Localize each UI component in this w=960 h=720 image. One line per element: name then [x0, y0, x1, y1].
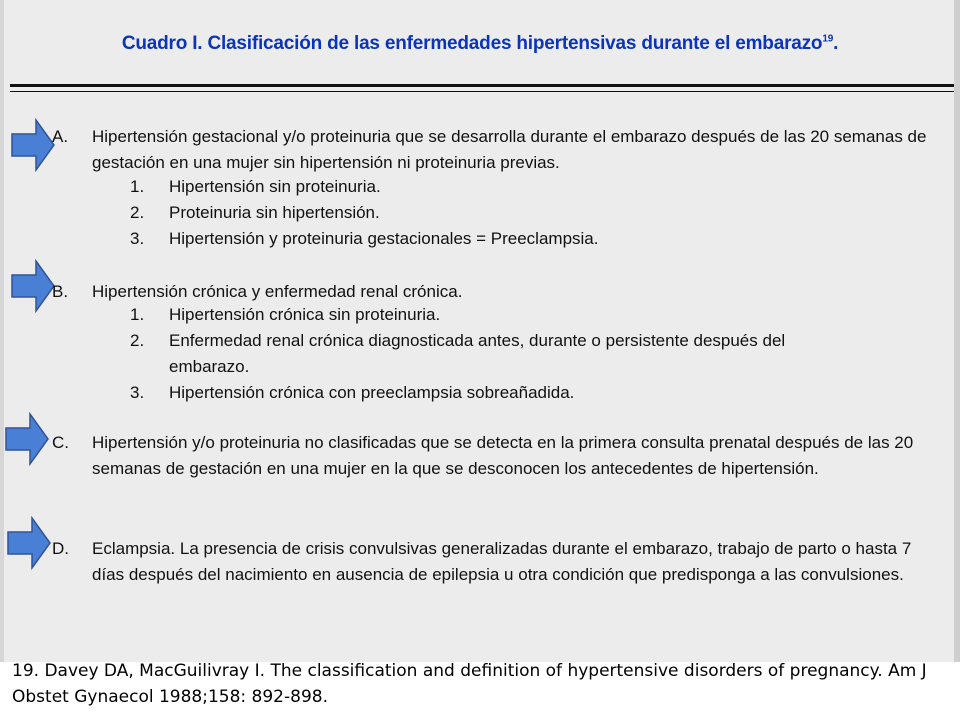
list-item-text: Hipertensión sin proteinuria.	[169, 177, 381, 196]
list-item-number: 2.	[130, 203, 145, 222]
list-item-number: 2.	[130, 331, 145, 350]
list-item-text: Enfermedad renal crónica diagnosticada antes, durante o persistente después del embarazo.	[169, 331, 786, 376]
section-letter-c: C.	[52, 433, 69, 452]
header-divider-thin	[10, 91, 954, 92]
section-a-text: Hipertensión gestacional y/o proteinuria que se desarrolla durante el embarazo después de las 20 semanas de gestación en una mujer sin hipertensión ni proteinuria previas.	[92, 127, 927, 172]
arrow-right-icon	[4, 412, 50, 466]
section-b-text: Hipertensión crónica y enfermedad renal crónica.	[92, 282, 463, 301]
table-title: Cuadro I. Clasificación de las enfermedades hipertensivas durante el embarazo$^{19}$.	[121, 33, 839, 54]
list-item-number: 3.	[130, 383, 145, 402]
arrow-right-icon	[10, 118, 56, 172]
section-letter-a: A.	[52, 127, 69, 146]
list-item-number: 1.	[130, 305, 145, 324]
arrow-right-icon	[10, 259, 56, 313]
list-item-text: Hipertensión crónica sin proteinuria.	[169, 305, 441, 324]
panel-right-edge	[954, 0, 960, 662]
list-item-text: Hipertensión y proteinuria gestacionales = Preeclampsia.	[169, 229, 599, 248]
header-divider-thick	[10, 84, 954, 87]
arrow-right-icon	[6, 516, 52, 570]
title-citation: 19	[822, 33, 834, 45]
section-c-text: Hipertensión y/o proteinuria no clasificadas que se detecta en la primera consulta prenatal después de las 20 semanas de gestación en una mujer en la que se desconocen los antecedentes de hipertensión.	[92, 433, 914, 478]
list-item-text: Hipertensión crónica con preeclampsia sobreañadida.	[169, 383, 575, 402]
list-item-text: Proteinuria sin hipertensión.	[169, 203, 380, 222]
section-letter-d: D.	[52, 539, 69, 558]
section-d-text: Eclampsia. La presencia de crisis convulsivas generalizadas durante el embarazo, trabajo de parto o hasta 7 días después del nacimiento en ausencia de epilepsia u otra condición que predisponga a las convulsiones.	[92, 539, 912, 584]
panel-left-edge	[0, 0, 4, 662]
list-item-number: 3.	[130, 229, 145, 248]
list-item-number: 1.	[130, 177, 145, 196]
reference-footnote: 19. Davey DA, MacGuilivray I. The classification and definition of hypertensive disorders of pregnancy. Am J Obstet Gynaecol 1988;158: 892-898.	[12, 661, 927, 707]
section-letter-b: B.	[52, 282, 69, 301]
